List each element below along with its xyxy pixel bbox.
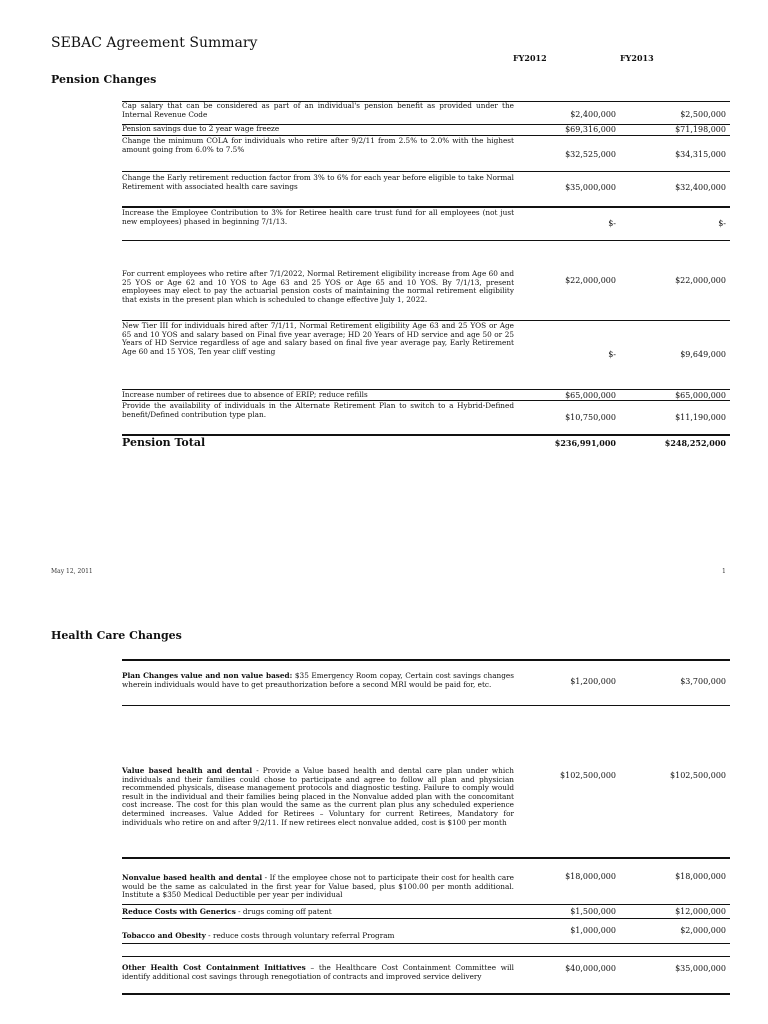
table-rule [122, 993, 730, 995]
row-value-fy2012: $32,525,000 [565, 150, 616, 159]
row-value-fy2013: $71,198,000 [675, 125, 726, 134]
row-value-fy2012: $1,500,000 [570, 907, 616, 916]
row-value-fy2012: $2,400,000 [570, 110, 616, 119]
column-header-fy2012: FY2012 [513, 53, 547, 63]
footer-date: May 12, 2011 [51, 568, 93, 575]
table-rule [122, 857, 730, 859]
pension-total-label: Pension Total [122, 436, 206, 449]
table-rule [122, 956, 730, 957]
row-description: For current employees who retire after 7/1/2022, Normal Retirement eligibility increase from Age 60 and 25 YOS or Age 62 and 10 YOS to Age 63 and 25 YOS or Age 65 and 10 YOS. By 7/1/13, present employees may elect to pay the actuarial pension costs of maintaining the normal retirement eligibility that exists in the present plan which is scheduled to change effective July 1, 2022. [122, 269, 514, 304]
row-value-fy2012: $10,750,000 [565, 413, 616, 422]
row-title: Nonvalue based health and dental [122, 873, 263, 882]
row-value-fy2012: $1,200,000 [570, 677, 616, 686]
row-description: New Tier III for individuals hired after 7/1/11, Normal Retirement eligibility Age 63 and 25 YOS or Age 65 and 10 YOS and salary based on Final five year average; HD 20 Years of HD service and age 50 or 25 Years of HD Service regardless of age and salary based on final five year average pay, Early Retirement Age 60 and 15 YOS, Ten year cliff vesting [122, 321, 514, 356]
health-section-heading: Health Care Changes [51, 629, 182, 642]
row-value-fy2013: $18,000,000 [675, 872, 726, 881]
table-rule [122, 705, 730, 706]
document-title: SEBAC Agreement Summary [51, 35, 258, 51]
row-value-fy2013: $3,700,000 [680, 677, 726, 686]
row-title: Reduce Costs with Generics [122, 907, 236, 916]
table-rule [122, 171, 730, 172]
row-title: Plan Changes value and non value based: [122, 671, 293, 680]
column-header-fy2013: FY2013 [620, 53, 654, 63]
row-value-fy2013: $102,500,000 [670, 771, 726, 780]
row-description [122, 672, 514, 689]
row-value-fy2013: $2,500,000 [680, 110, 726, 119]
table-rule [122, 240, 730, 241]
row-text: - Provide a Value based health and dental care plan under which individuals and their families could chose to participate and agree to follow all plan and physician recommended physicals, disease management protocols and diagnostic testing. Failure to comply would result in the individual and their families being placed in the Nonvalue added plan with the concomitant cost increase. The cost for this plan would the same as the current plan plus any scheduled experience determined increases. Value Added for Retirees – Voluntary for current Retirees, Mandatory for individuals who retire on and after 9/2/11. If new retirees elect nonvalue added, cost is $100 per month [122, 766, 514, 827]
pension-total-fy2012: $236,991,000 [554, 438, 616, 448]
row-value-fy2013: $35,000,000 [675, 964, 726, 973]
table-rule [122, 659, 730, 661]
row-value-fy2013: $34,315,000 [675, 150, 726, 159]
row-title: Tobacco and Obesity [122, 931, 206, 940]
row-value-fy2012: $40,000,000 [565, 964, 616, 973]
table-rule [122, 904, 730, 905]
row-text: – the Healthcare Cost Containment Committee will identify additional cost savings through renegotiation of contracts and improved service delivery [122, 963, 514, 981]
pension-section-heading: Pension Changes [51, 73, 157, 86]
row-text: - drugs coming off patent [235, 907, 332, 916]
footer-page-number: 1 [722, 568, 726, 575]
row-value-fy2012: $- [608, 350, 616, 359]
row-description: Pension savings due to 2 year wage freeze [122, 124, 280, 133]
row-description [122, 874, 514, 900]
row-description [122, 932, 514, 941]
row-text: - If the employee chose not to participate their cost for health care would be the same as calculated in the first year for Value based, plus $100.00 per month additional. Institute a $350 Medical Deductible per year per individual [122, 873, 514, 900]
row-value-fy2013: $22,000,000 [675, 276, 726, 285]
row-value-fy2012: $1,000,000 [570, 926, 616, 935]
row-description: Increase the Employee Contribution to 3% for Retiree health care trust fund for all employees (not just new employees) phased in beginning 7/1/13. [122, 208, 514, 226]
table-rule [122, 434, 730, 436]
row-description: Provide the availability of individuals in the Alternate Retirement Plan to switch to a Hybrid-Defined benefit/Defined contribution type plan. [122, 401, 514, 419]
row-description: Cap salary that can be considered as part of an individual's pension benefit as provided under the Internal Revenue Code [122, 101, 514, 119]
table-rule [122, 918, 730, 919]
row-description [122, 767, 514, 827]
table-rule [122, 943, 730, 944]
row-description: Increase number of retirees due to absence of ERIP; reduce refills [122, 390, 368, 399]
row-value-fy2012: $- [608, 219, 616, 228]
row-description [122, 908, 514, 917]
row-value-fy2012: $22,000,000 [565, 276, 616, 285]
row-value-fy2013: $2,000,000 [680, 926, 726, 935]
row-value-fy2013: $- [718, 219, 726, 228]
row-value-fy2013: $12,000,000 [675, 907, 726, 916]
row-description: Change the Early retirement reduction factor from 3% to 6% for each year before eligible to take Normal Retirement with associated health care savings [122, 173, 514, 191]
row-value-fy2012: $35,000,000 [565, 183, 616, 192]
row-value-fy2013: $32,400,000 [675, 183, 726, 192]
row-value-fy2012: $18,000,000 [565, 872, 616, 881]
pension-total-fy2013: $248,252,000 [664, 438, 726, 448]
row-text: $35 Emergency Room copay, Certain cost savings changes wherein individuals would have to get preauthorization before a second MRI would be paid for, etc. [122, 671, 514, 689]
row-value-fy2013: $9,649,000 [680, 350, 726, 359]
row-value-fy2012: $102,500,000 [560, 771, 616, 780]
row-text: - reduce costs through voluntary referral Program [205, 931, 395, 940]
row-description: Change the minimum COLA for individuals who retire after 9/2/11 from 2.5% to 2.0% with the highest amount going from 6.0% to 7.5% [122, 136, 514, 154]
row-value-fy2012: $65,000,000 [565, 391, 616, 400]
row-value-fy2012: $69,316,000 [565, 125, 616, 134]
row-title: Other Health Cost Containment Initiatives [122, 963, 306, 972]
row-title: Value based health and dental [122, 766, 253, 775]
row-description [122, 964, 514, 981]
row-value-fy2013: $65,000,000 [675, 391, 726, 400]
row-value-fy2013: $11,190,000 [675, 413, 726, 422]
